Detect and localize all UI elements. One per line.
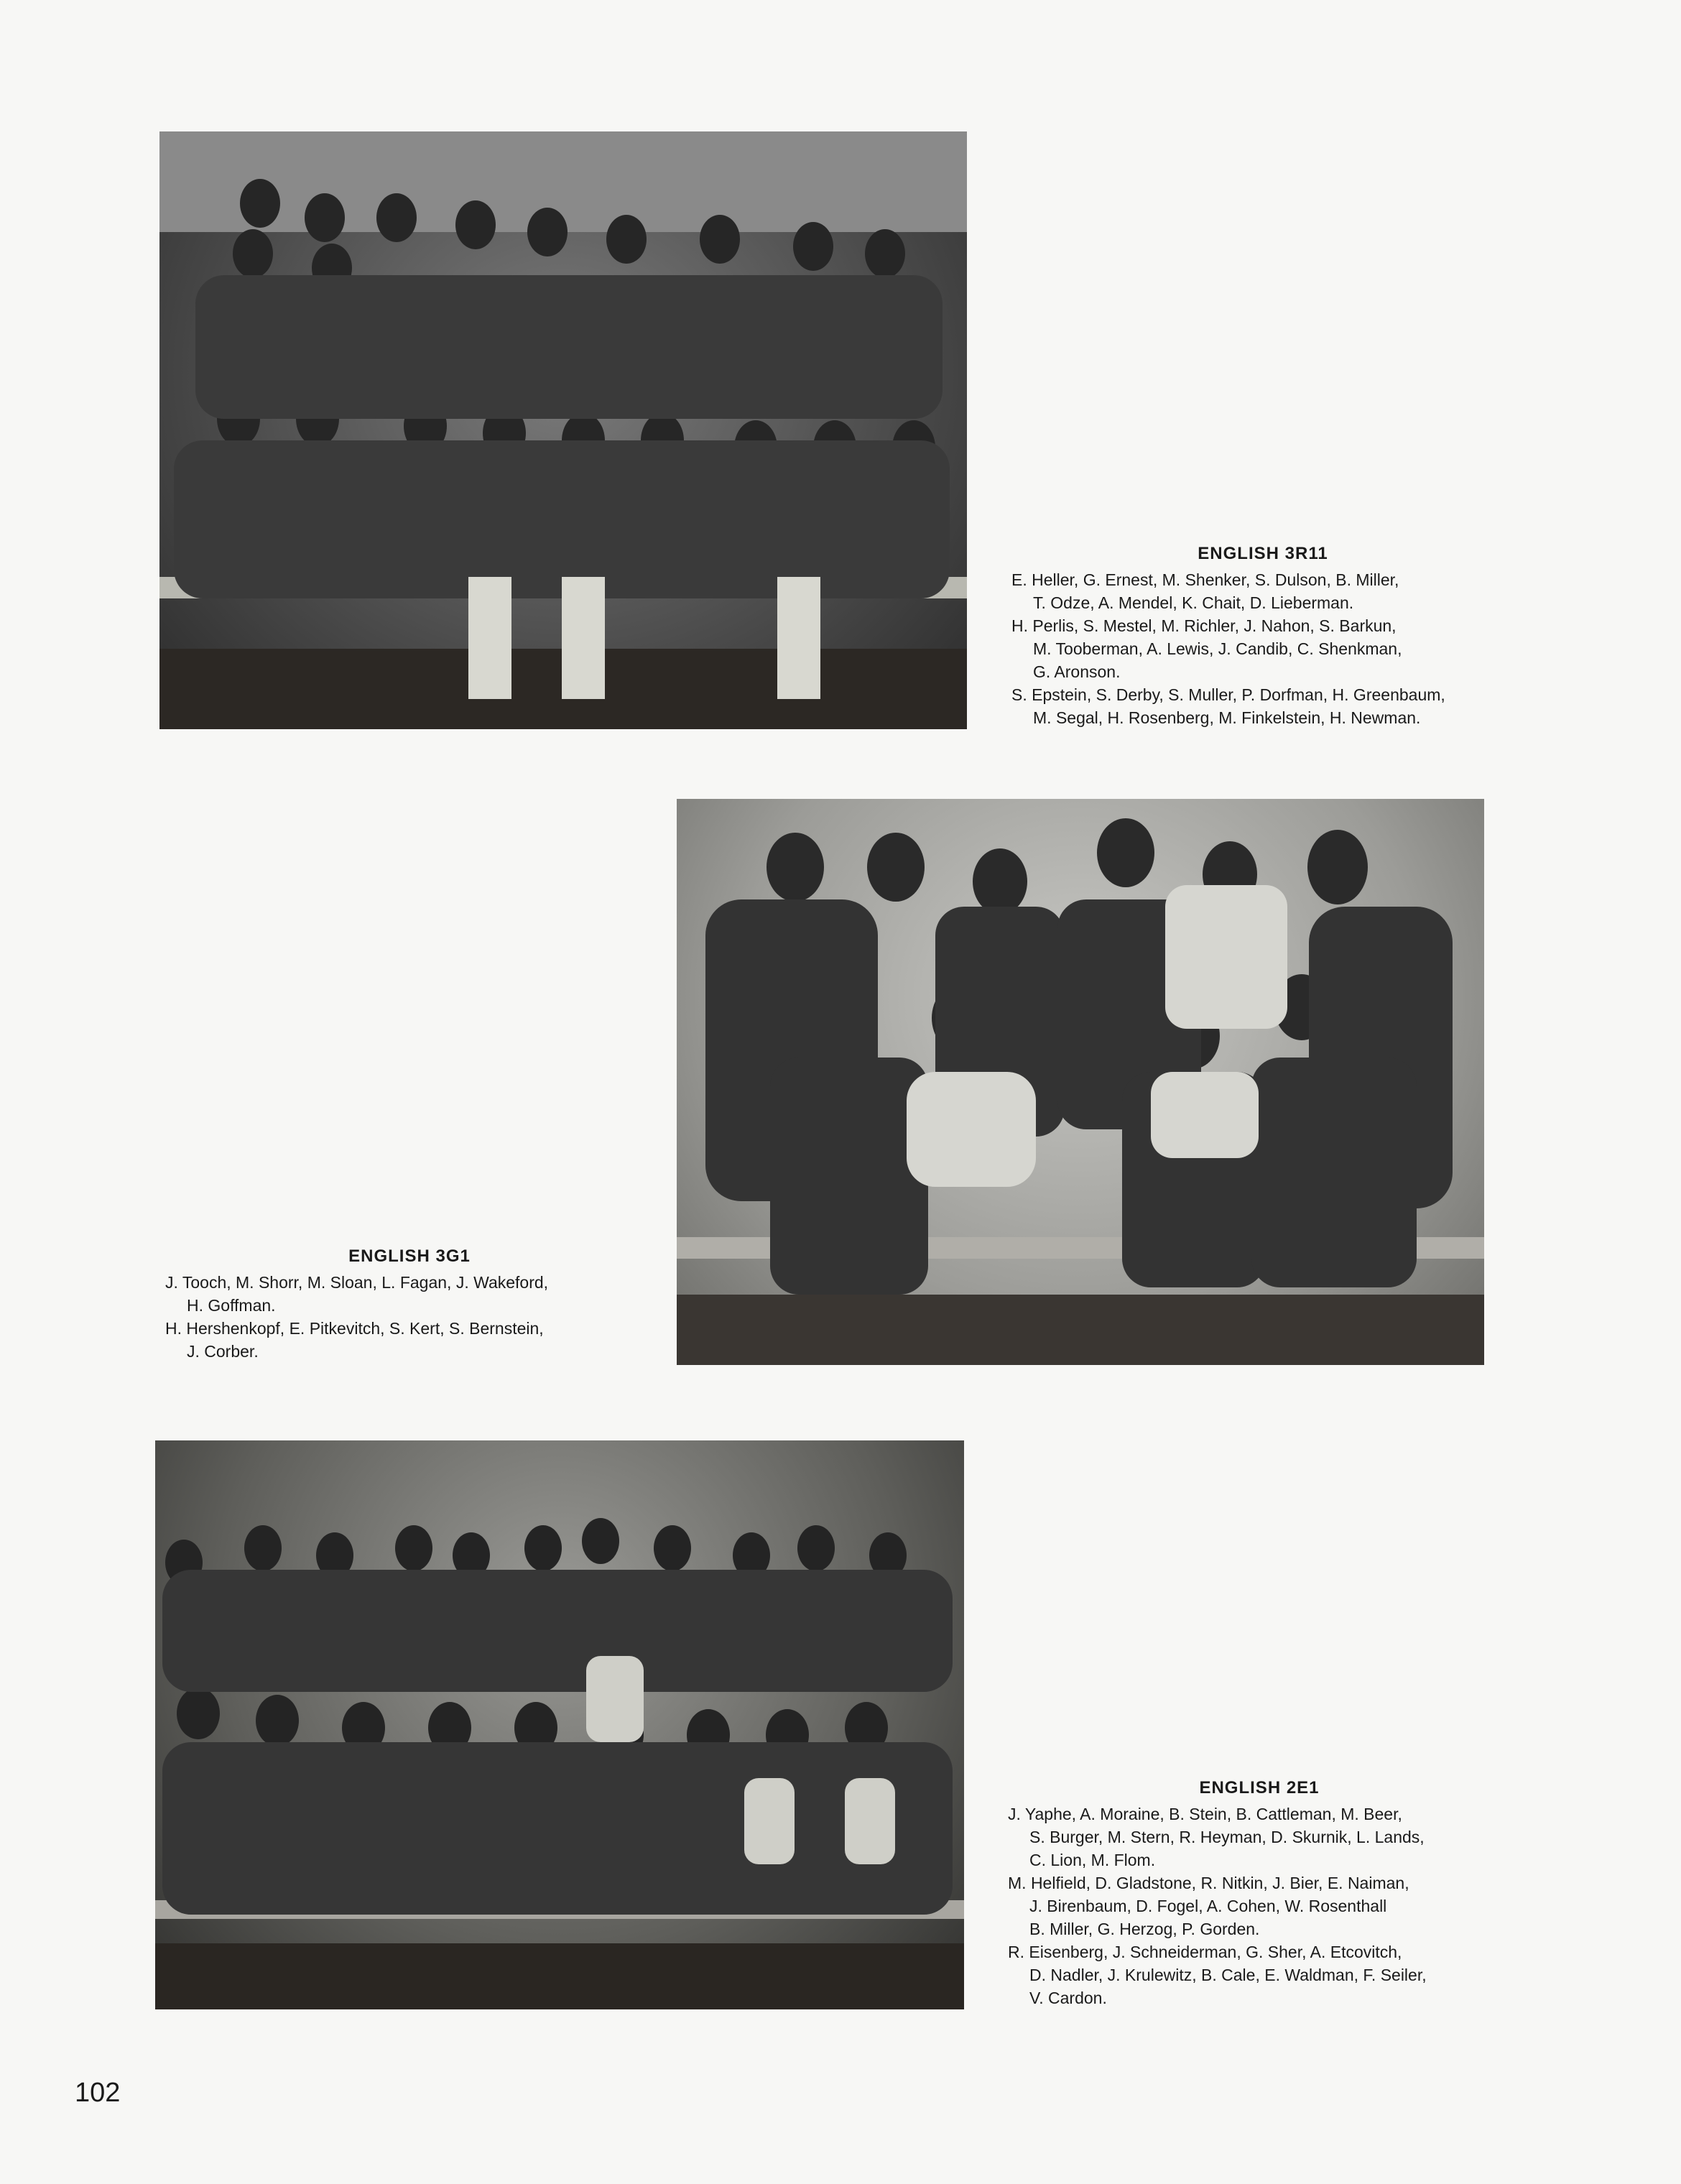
caption-english-3r11 (1011, 542, 1514, 729)
page-number: 102 (75, 2078, 121, 2108)
caption-line: R. Eisenberg, J. Schneiderman, G. Sher, A. Etcovitch, (1008, 1943, 1402, 1961)
caption-line: S. Burger, M. Stern, R. Heyman, D. Skurnik, L. Lands, (1029, 1828, 1425, 1846)
photo-illustration (677, 799, 1484, 1365)
caption-line: J. Birenbaum, D. Fogel, A. Cohen, W. Rosenthall (1029, 1897, 1387, 1915)
caption-line: M. Segal, H. Rosenberg, M. Finkelstein, H. Newman. (1033, 708, 1421, 727)
caption-title: ENGLISH 2E1 (1199, 1778, 1320, 1797)
caption-line: H. Perlis, S. Mestel, M. Richler, J. Nahon, S. Barkun, (1011, 616, 1397, 635)
caption-line: M. Tooberman, A. Lewis, J. Candib, C. Shenkman, (1033, 639, 1402, 658)
caption-line: J. Tooch, M. Shorr, M. Sloan, L. Fagan, J. Wakeford, (165, 1273, 549, 1292)
caption-title: ENGLISH 3R11 (1198, 544, 1328, 563)
caption-title: ENGLISH 3G1 (348, 1246, 471, 1266)
caption-line: H. Goffman. (187, 1296, 276, 1315)
photo-illustration (159, 131, 967, 729)
caption-english-2e1 (1008, 1777, 1511, 2009)
caption-line: G. Aronson. (1033, 662, 1121, 681)
caption-line: S. Epstein, S. Derby, S. Muller, P. Dorfman, H. Greenbaum, (1011, 685, 1445, 704)
class-photo-english-2e1 (155, 1440, 964, 2009)
caption-line: M. Helfield, D. Gladstone, R. Nitkin, J. Bier, E. Naiman, (1008, 1874, 1409, 1892)
class-photo-english-3r11 (159, 131, 967, 729)
caption-line: D. Nadler, J. Krulewitz, B. Cale, E. Waldman, F. Seiler, (1029, 1966, 1427, 1984)
caption-english-3g1 (165, 1245, 654, 1363)
class-photo-english-3g1 (677, 799, 1484, 1365)
caption-line: E. Heller, G. Ernest, M. Shenker, S. Dulson, B. Miller, (1011, 570, 1399, 589)
caption-line: H. Hershenkopf, E. Pitkevitch, S. Kert, S. Bernstein, (165, 1319, 544, 1338)
caption-line: B. Miller, G. Herzog, P. Gorden. (1029, 1920, 1260, 1938)
caption-line: T. Odze, A. Mendel, K. Chait, D. Lieberman. (1033, 593, 1354, 612)
photo-illustration (155, 1440, 964, 2009)
caption-line: J. Corber. (187, 1342, 259, 1361)
caption-line: V. Cardon. (1029, 1989, 1107, 2007)
caption-line: C. Lion, M. Flom. (1029, 1851, 1156, 1869)
caption-line: J. Yaphe, A. Moraine, B. Stein, B. Cattleman, M. Beer, (1008, 1805, 1402, 1823)
